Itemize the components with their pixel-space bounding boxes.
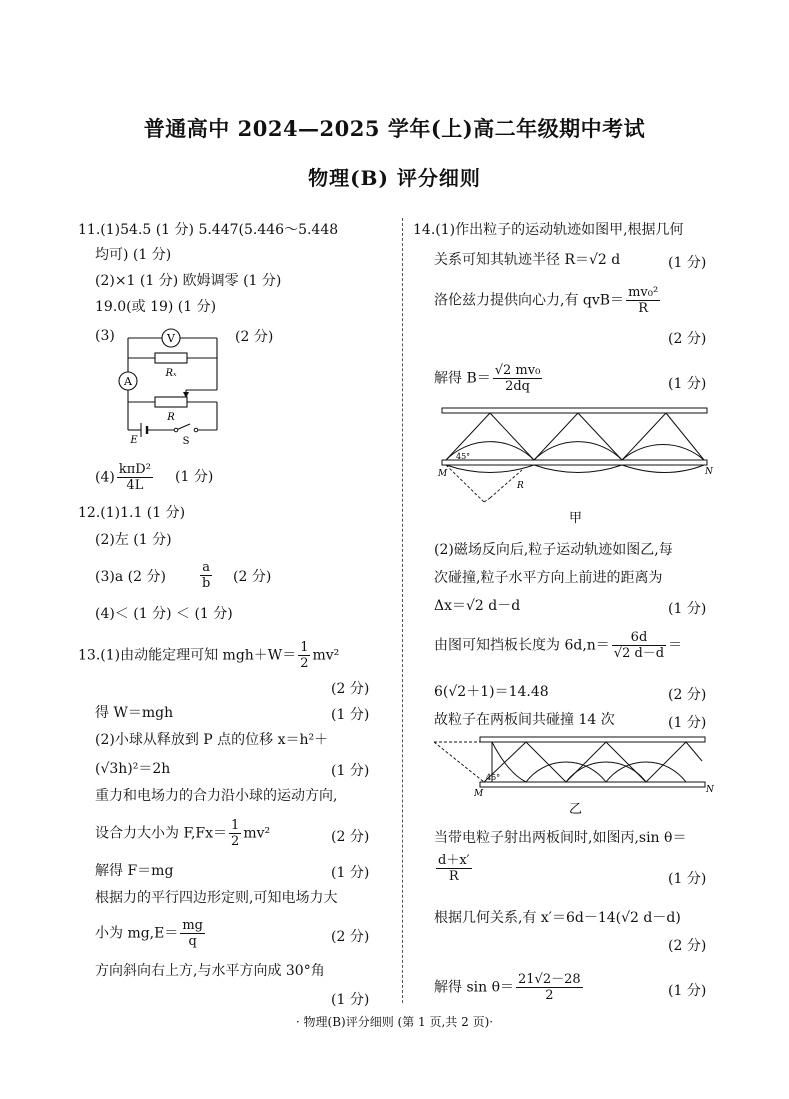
q11-line-1: 11.(1)54.5 (1 分) 5.447(5.446～5.448 (78, 222, 339, 238)
q14-line-11: 当带电粒子射出两板间时,如图丙,sin θ＝ (434, 830, 687, 846)
q13-frac-3-den: q (188, 934, 197, 949)
q13-score-2: (1 分) (331, 707, 370, 723)
angle-label-jia: 45° (456, 452, 471, 461)
q13-score-9: (2 分) (331, 929, 370, 945)
ammeter-label: A (124, 375, 132, 388)
q14-frac-2 (493, 363, 543, 394)
q14-score-12: (1 分) (668, 871, 707, 887)
q14-line-10: 故粒子在两板间共碰撞 14 次 (434, 712, 615, 728)
q14-score-13: (2 分) (668, 938, 707, 954)
q13-score-7: (1 分) (331, 865, 370, 881)
q11-line-4: 19.0(或 19) (1 分) (95, 299, 217, 315)
q13-frac-2 (229, 818, 241, 849)
q14-frac-3-num: 6d (612, 630, 666, 646)
q14-frac-3 (612, 630, 666, 661)
q11-line-5-score: (2 分) (235, 329, 274, 345)
q14-frac-1 (626, 285, 660, 316)
q11-frac-den: 4L (126, 478, 144, 493)
q13-frac-1-num: 1 (300, 640, 309, 655)
q14-frac-2-den: 2dq (505, 379, 530, 394)
q13-line-8: 根据力的平行四边形定则,可知电场力大 (95, 890, 338, 906)
point-n-jia: N (705, 467, 713, 477)
q13-score-6: (2 分) (331, 829, 370, 845)
q13-line-1 (78, 640, 339, 671)
q14-line-8-text: 由图可知挡板长度为 6d,n＝ (434, 637, 610, 654)
q14-line-9: 6(√2＋1)＝14.48 (434, 684, 549, 700)
q14-score-3: (2 分) (668, 331, 707, 347)
q12-frac-den: b (202, 576, 211, 591)
q13-line-6 (95, 818, 270, 849)
q14-score-2: (1 分) (668, 255, 707, 271)
q13-line-6-tail: mv² (243, 825, 271, 842)
q11-line-6-lead: (4) (95, 469, 115, 486)
radius-label-jia: R (517, 481, 524, 491)
q14-line-6: 次碰撞,粒子水平方向上前进的距离为 (434, 570, 663, 586)
q11-line-6-score: (1 分) (175, 469, 214, 485)
q13-frac-2-num: 1 (231, 818, 240, 833)
q11-line-2: 均可) (1 分) (95, 247, 172, 263)
rheostat-label: R (167, 412, 175, 423)
page-footer: · 物理(B)评分细则 (第 1 页,共 2 页)· (295, 1015, 494, 1029)
q13-frac-2-den: 2 (231, 834, 240, 849)
q14-score-10: (1 分) (668, 715, 707, 731)
q14-line-8-tail: ＝ (668, 637, 683, 654)
q12-line-1: 12.(1)1.1 (1 分) (78, 505, 186, 521)
rx-label: Rₓ (165, 368, 177, 379)
q14-line-4-text: 解得 B＝ (434, 370, 491, 387)
point-n-yi: N (706, 785, 714, 795)
q14-frac-4-den: R (448, 869, 459, 884)
q13-frac-3-num: mg (182, 918, 204, 933)
q12-line-3b: (2 分) (233, 569, 272, 585)
q14-line-14 (434, 972, 585, 1003)
q12-line-4: (4)＜ (1 分) ＜ (1 分) (95, 606, 233, 622)
circuit-diagram (110, 322, 240, 447)
q11-fraction (117, 462, 153, 493)
q14-frac-5 (516, 972, 583, 1003)
q13-line-4: (√3h)²＝2h (95, 761, 171, 777)
q13-line-7: 解得 F＝mg (95, 863, 174, 879)
q14-line-3-text: 洛伦兹力提供向心力,有 qvB＝ (434, 292, 625, 309)
point-m-yi: M (474, 789, 484, 799)
q14-line-13: 根据几何关系,有 x′＝6d－14(√2 d－d) (434, 910, 681, 926)
q14-frac-1-num: mv₀² (628, 285, 659, 300)
q14-line-5: (2)磁场反向后,粒子运动轨迹如图乙,每 (434, 542, 673, 558)
q14-line-8 (434, 630, 682, 661)
q13-line-2: 得 W＝mgh (95, 705, 174, 721)
angle-label-yi: 45° (486, 773, 501, 782)
figure-caption-jia: 甲 (569, 511, 583, 526)
exam-title: 普通高中 2024—2025 学年(上)高二年级期中考试 (143, 116, 646, 141)
q14-frac-5-num: 21√2－28 (518, 972, 581, 987)
q13-line-10: 方向斜向右上方,与水平方向成 30°角 (95, 963, 325, 979)
q14-line-3 (434, 285, 662, 316)
q14-frac-5-den: 2 (545, 988, 554, 1003)
q11-line-6 (95, 462, 155, 493)
figure-caption-yi: 乙 (569, 802, 583, 817)
q14-frac-4-num: d＋x′ (438, 853, 470, 868)
q13-score-10: (1 分) (331, 992, 370, 1008)
switch-label: S (182, 436, 190, 447)
q12-fraction (198, 560, 214, 591)
q13-line-9 (95, 918, 207, 949)
q13-line-1-tail: mv² (312, 647, 340, 664)
q14-line-2: 关系可知其轨迹半径 R＝√2 d (434, 252, 621, 268)
q12-line-2: (2)左 (1 分) (95, 532, 172, 548)
q13-frac-1 (298, 640, 310, 671)
q13-frac-1-den: 2 (300, 656, 309, 671)
q11-line-3: (2)×1 (1 分) 欧姆调零 (1 分) (95, 273, 282, 289)
q14-line-1: 14.(1)作出粒子的运动轨迹如图甲,根据几何 (413, 222, 684, 238)
exam-subtitle: 物理(B) 评分细则 (308, 166, 481, 190)
q14-line-4 (434, 363, 544, 394)
q14-score-4: (1 分) (668, 376, 707, 392)
q12-line-3a: (3)a (2 分) (95, 569, 166, 585)
q13-line-5: 重力和电场力的合力沿小球的运动方向, (95, 788, 338, 804)
q14-frac-2-num: √2 mv₀ (494, 363, 541, 378)
q13-score-1: (2 分) (331, 681, 370, 697)
q14-line-14-text: 解得 sin θ＝ (434, 979, 515, 996)
q14-frac-4 (436, 853, 472, 884)
q13-line-9-text: 小为 mg,E＝ (95, 925, 179, 942)
figure-jia (438, 402, 713, 527)
q13-line-6-text: 设合力大小为 F,Fx＝ (95, 825, 228, 842)
column-divider (402, 218, 403, 1003)
q13-line-1-text: 13.(1)由动能定理可知 mgh＋W＝ (78, 647, 297, 664)
q14-score-7: (1 分) (668, 601, 707, 617)
point-m-jia: M (438, 469, 448, 479)
q11-line-5-lead: (3) (95, 328, 115, 344)
q11-frac-num: kπD² (118, 462, 151, 477)
q14-frac-3-den: √2 d－d (613, 646, 665, 661)
q14-score-14: (1 分) (668, 983, 707, 999)
q14-line-12 (434, 853, 474, 884)
q14-score-9: (2 分) (668, 687, 707, 703)
voltmeter-label: V (167, 332, 175, 345)
battery-label: E (130, 435, 138, 446)
q13-score-4: (1 分) (331, 763, 370, 779)
q12-frac-num: a (200, 560, 212, 576)
q13-frac-3 (180, 918, 205, 949)
q13-line-3: (2)小球从释放到 P 点的位移 x＝h²＋ (95, 732, 329, 748)
figure-yi (430, 733, 715, 821)
q14-frac-1-den: R (638, 301, 649, 316)
q14-line-7: Δx＝√2 d－d (434, 598, 521, 614)
